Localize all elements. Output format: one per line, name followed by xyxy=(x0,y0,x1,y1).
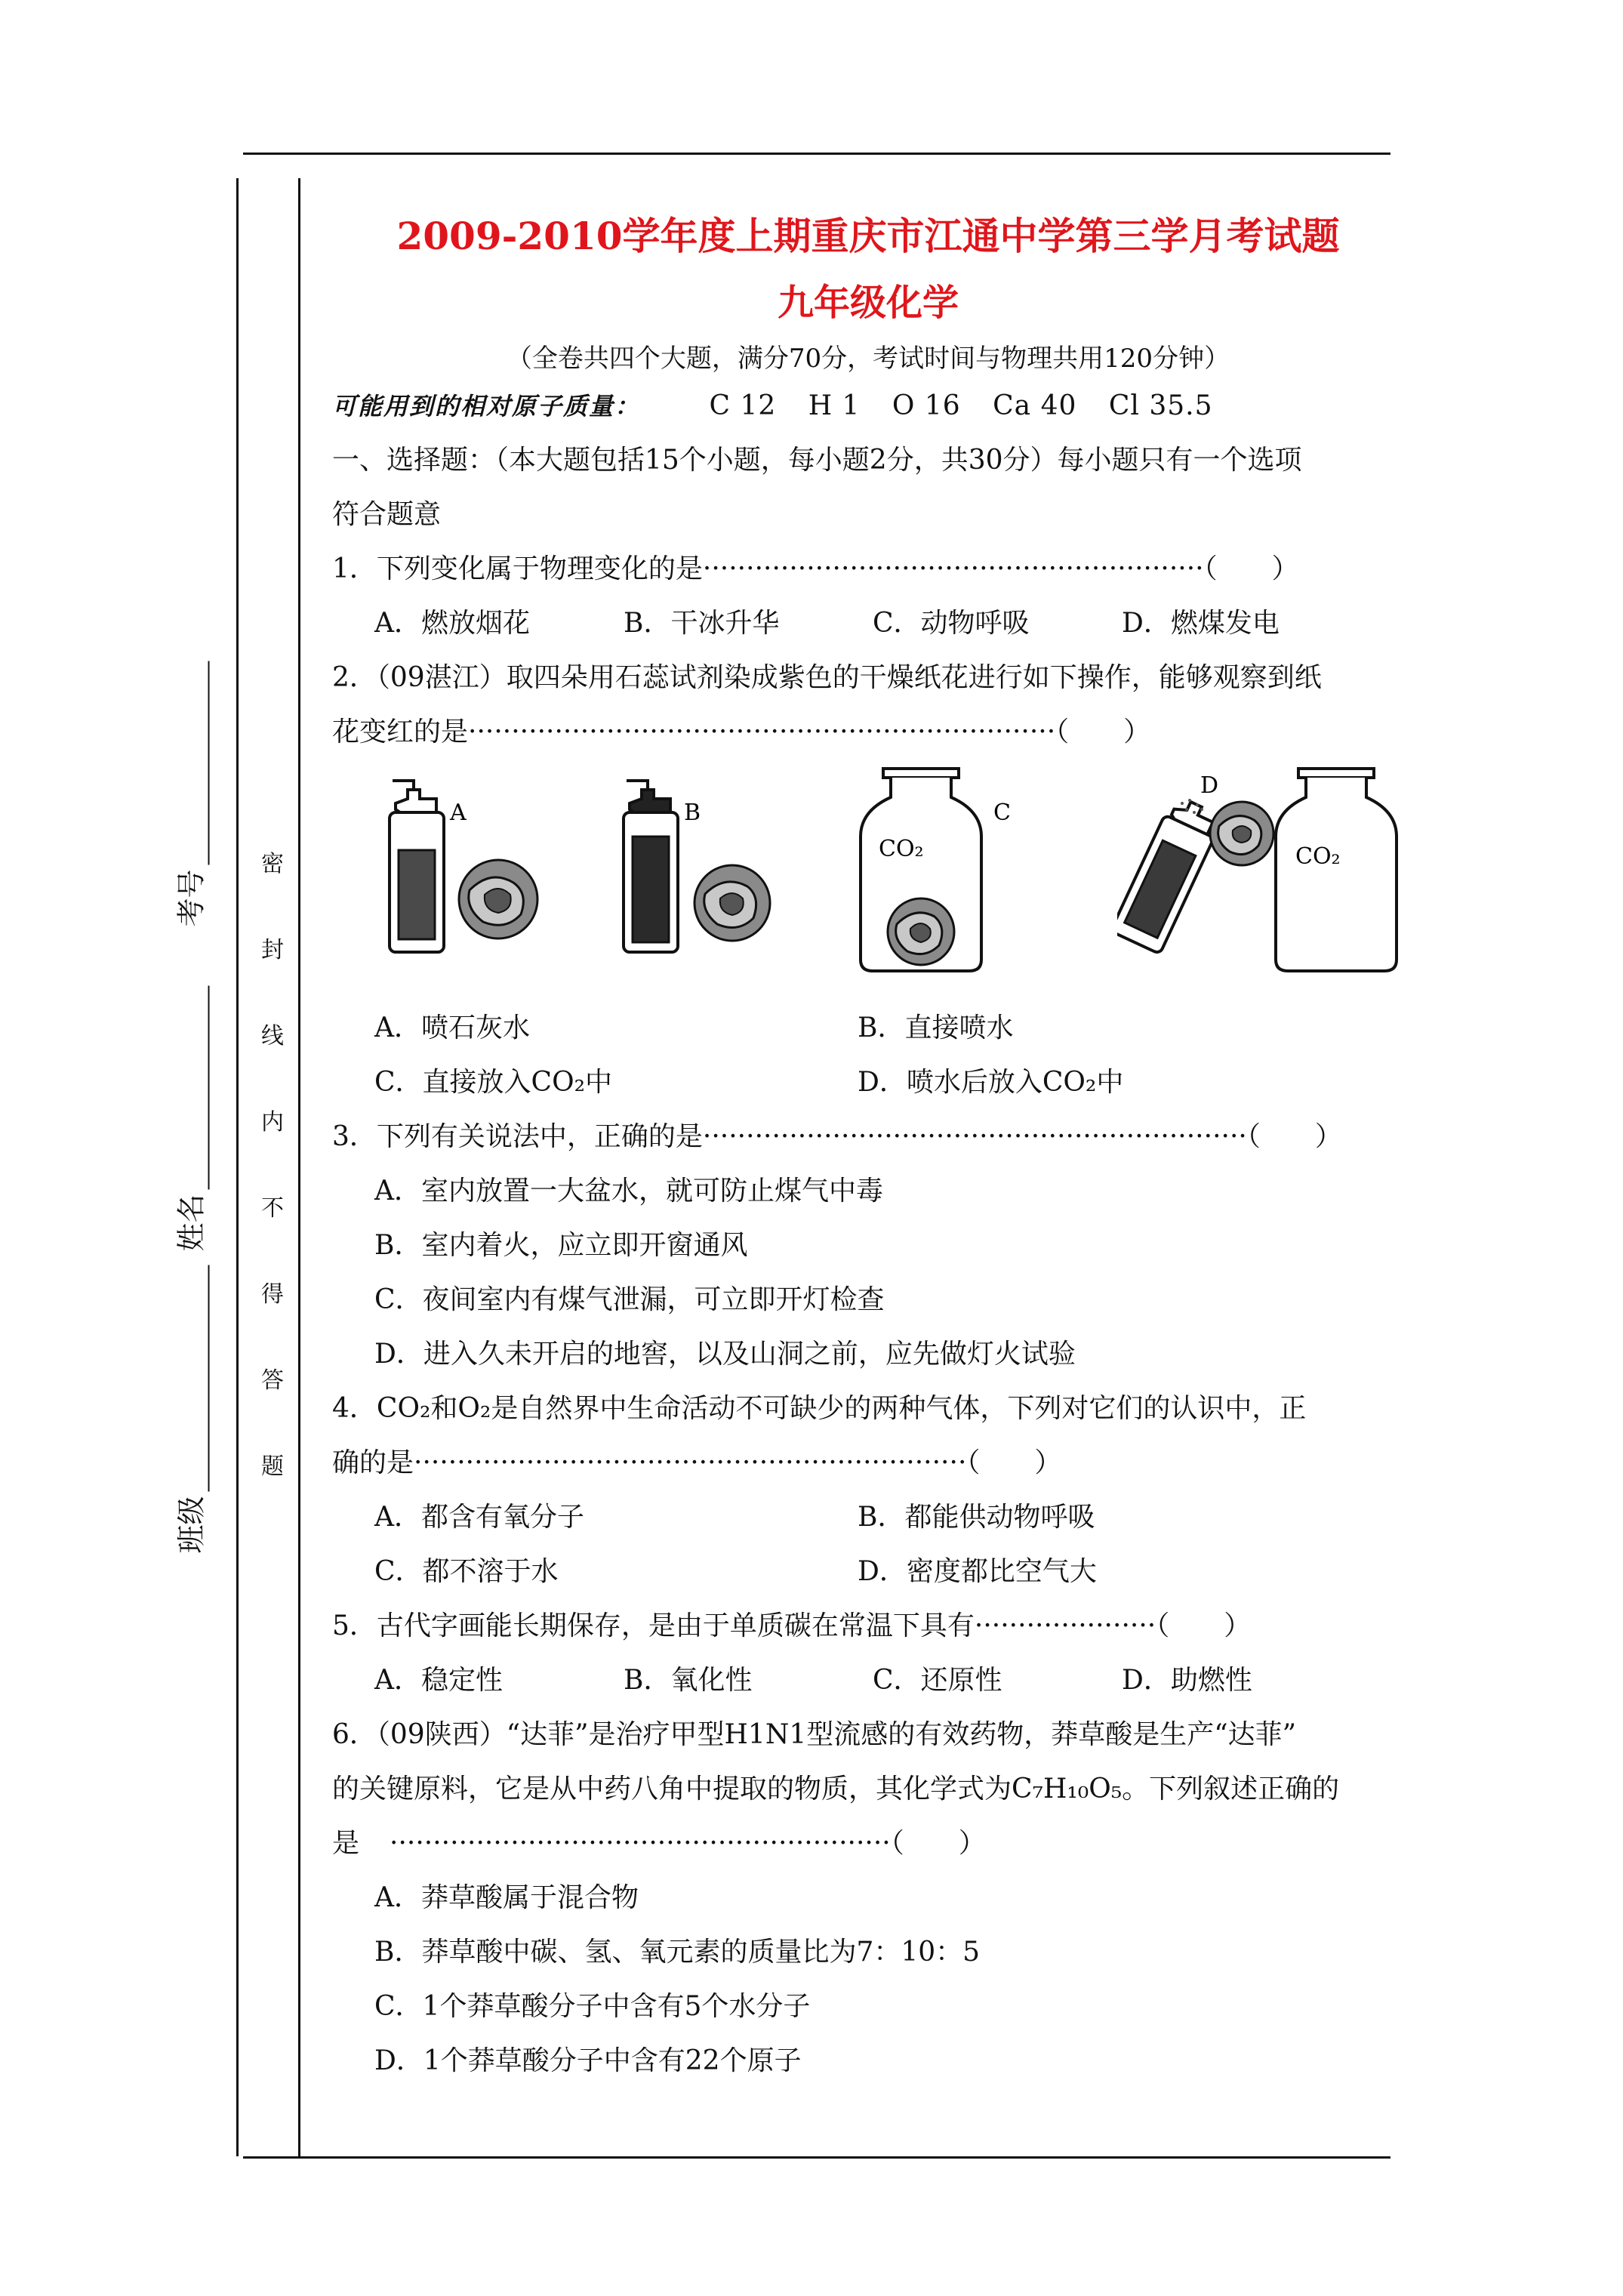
option[interactable]: A．室内放置一大盆水，就可防止煤气中毒 xyxy=(374,1176,883,1207)
option[interactable]: C．直接放入CO₂中 xyxy=(374,1067,613,1098)
name-field[interactable] xyxy=(168,965,210,1252)
question-5-stem xyxy=(332,1599,1404,1653)
question-2-options-row2 xyxy=(332,1056,1404,1110)
option[interactable]: A．莽草酸属于混合物 xyxy=(374,1882,639,1913)
leader-dots: ·························································· xyxy=(702,553,1204,584)
option[interactable]: A．燃放烟花 xyxy=(374,608,530,639)
answer-paren[interactable]: （ ） xyxy=(1055,717,1151,747)
seal-char: 答 xyxy=(261,1367,284,1394)
mass-value: C 12 xyxy=(709,390,777,421)
co2-label: CO₂ xyxy=(879,836,924,862)
exam-note: （全卷共四个大题，满分70分，考试时间与物理共用120分钟） xyxy=(506,344,1230,374)
flower-icon xyxy=(459,860,537,938)
question-2-figures xyxy=(332,767,1404,986)
seal-char: 得 xyxy=(261,1281,284,1308)
option[interactable]: B．氧化性 xyxy=(624,1665,753,1696)
exam-number-blank[interactable] xyxy=(181,661,210,864)
option[interactable]: C．夜间室内有煤气泄漏，可立即开灯检查 xyxy=(374,1284,885,1315)
mass-value: Ca 40 xyxy=(993,390,1077,421)
seal-char: 封 xyxy=(261,937,284,963)
leader-dots: ·························································· xyxy=(390,1828,891,1859)
option[interactable]: B．直接喷水 xyxy=(858,1012,1014,1043)
seal-char: 线 xyxy=(261,1023,284,1049)
question-4-options-row1 xyxy=(332,1490,1404,1545)
option[interactable]: A．喷石灰水 xyxy=(374,1012,530,1043)
question-text: 花变红的是 xyxy=(332,717,469,747)
figure-c-gas-jar-illustration xyxy=(845,767,1042,978)
question-text: 是 xyxy=(332,1828,360,1859)
seal-char: 不 xyxy=(261,1195,284,1222)
option[interactable]: D．密度都比空气大 xyxy=(858,1556,1097,1587)
atomic-mass-line xyxy=(332,379,1404,433)
co2-label: CO₂ xyxy=(1295,843,1341,870)
question-3-stem xyxy=(332,1110,1404,1164)
question-text: 5．古代字画能长期保存，是由于单质碳在常温下具有 xyxy=(332,1610,975,1641)
atomic-mass-label: 可能用到的相对原子质量： xyxy=(332,392,641,421)
answer-paren[interactable]: （ ） xyxy=(1156,1610,1252,1641)
figure-label: A xyxy=(450,800,467,826)
mass-value: Cl 35.5 xyxy=(1108,390,1213,421)
top-rule xyxy=(243,153,1390,155)
question-2-options-row1 xyxy=(332,1001,1404,1056)
question-4-stem: 4．CO₂和O₂是自然界中生命活动不可缺少的两种气体，下列对它们的认识中，正 xyxy=(332,1393,1307,1424)
figure-b-spray-bottle-illustration xyxy=(611,767,808,971)
question-text: 1．下列变化属于物理变化的是 xyxy=(332,553,703,584)
option[interactable]: D．喷水后放入CO₂中 xyxy=(858,1067,1124,1098)
option[interactable]: B．莽草酸中碳、氢、氧元素的质量比为7：10：5 xyxy=(374,1937,981,1968)
class-label: 班级 xyxy=(174,1496,208,1554)
seal-char: 密 xyxy=(261,851,284,877)
question-4-stem-cont xyxy=(332,1436,1404,1490)
exam-number-field[interactable] xyxy=(168,640,210,927)
exam-subtitle: 九年级化学 xyxy=(777,282,959,324)
mass-value: O 16 xyxy=(892,390,961,421)
section1-heading: 一、选择题：（本大题包括15个小题，每小题2分，共30分）每小题只有一个选项 xyxy=(332,445,1302,476)
bottom-rule xyxy=(243,2156,1390,2159)
exam-number-label: 考号 xyxy=(174,869,208,927)
answer-paren[interactable]: （ ） xyxy=(966,1447,1062,1478)
question-6-stem-cont2 xyxy=(332,1817,1404,1871)
question-2-stem: 2．（09湛江）取四朵用石蕊试剂染成紫色的干燥纸花进行如下操作，能够观察到纸 xyxy=(332,662,1322,693)
question-6-stem-cont: 的关键原料，它是从中药八角中提取的物质，其化学式为C₇H₁₀O₅。下列叙述正确的 xyxy=(332,1774,1340,1804)
option[interactable]: B．干冰升华 xyxy=(624,608,780,639)
option[interactable]: A．都含有氧分子 xyxy=(374,1502,584,1533)
answer-paren[interactable]: （ ） xyxy=(890,1828,986,1859)
option[interactable]: D．燃煤发电 xyxy=(1122,608,1280,639)
exam-title: 2009-2010学年度上期重庆市江通中学第三学月考试题 xyxy=(396,214,1340,258)
flower-icon xyxy=(888,898,954,965)
figure-label: B xyxy=(684,800,701,826)
binding-line-outer xyxy=(236,178,239,2156)
question-text: 3．下列有关说法中，正确的是 xyxy=(332,1121,703,1152)
exam-content xyxy=(332,211,1404,2088)
option[interactable]: D．进入久未开启的地窖，以及山洞之前，应先做灯火试验 xyxy=(374,1339,1076,1370)
leader-dots: ····················· xyxy=(974,1610,1156,1641)
name-label: 姓名 xyxy=(174,1194,208,1252)
option[interactable]: C．1个莽草酸分子中含有5个水分子 xyxy=(374,1991,811,2022)
flower-icon xyxy=(1210,802,1273,865)
leader-dots: ······························································· xyxy=(702,1121,1247,1152)
option[interactable]: B．室内着火，应立即开窗通风 xyxy=(374,1230,748,1261)
class-blank[interactable] xyxy=(181,1265,210,1491)
question-4-options-row2 xyxy=(332,1545,1404,1599)
leader-dots: ································································ xyxy=(414,1447,967,1478)
answer-paren[interactable]: （ ） xyxy=(1246,1121,1342,1152)
flower-icon xyxy=(694,865,770,941)
section1-heading-cont: 符合题意 xyxy=(332,499,442,530)
option[interactable]: A．稳定性 xyxy=(374,1665,503,1696)
question-6-stem: 6．（09陕西）“达菲”是治疗甲型H1N1型流感的有效药物，莽草酸是生产“达菲” xyxy=(332,1719,1297,1750)
mass-value: H 1 xyxy=(808,390,861,421)
option[interactable]: C．都不溶于水 xyxy=(374,1556,559,1587)
option[interactable]: C．动物呼吸 xyxy=(873,608,1030,639)
option[interactable]: D．助燃性 xyxy=(1122,1665,1252,1696)
seal-char: 内 xyxy=(261,1109,284,1136)
figure-label: C xyxy=(993,800,1011,826)
leader-dots: ···································································· xyxy=(468,717,1056,747)
seal-char: 题 xyxy=(261,1453,284,1480)
option[interactable]: D．1个莽草酸分子中含有22个原子 xyxy=(374,2045,802,2076)
question-5-options xyxy=(332,1653,1404,1708)
question-1-options xyxy=(332,596,1404,651)
question-2-stem-cont xyxy=(332,705,1404,760)
question-text: 确的是 xyxy=(332,1447,414,1478)
question-1-stem xyxy=(332,542,1404,596)
name-blank[interactable] xyxy=(181,985,210,1189)
atomic-mass-values xyxy=(709,390,1235,421)
question-6-options xyxy=(332,1871,1404,2088)
option[interactable]: B．都能供动物呼吸 xyxy=(858,1502,1095,1533)
class-field[interactable] xyxy=(168,1237,210,1554)
figure-label: D xyxy=(1200,772,1219,799)
question-3-options xyxy=(332,1164,1404,1382)
figure-d-spray-and-jar-illustration xyxy=(1117,767,1404,978)
binding-line-inner xyxy=(298,178,300,2156)
option[interactable]: C．还原性 xyxy=(873,1665,1002,1696)
answer-paren[interactable]: （ ） xyxy=(1203,553,1299,584)
figure-a-spray-bottle-illustration xyxy=(377,767,574,971)
